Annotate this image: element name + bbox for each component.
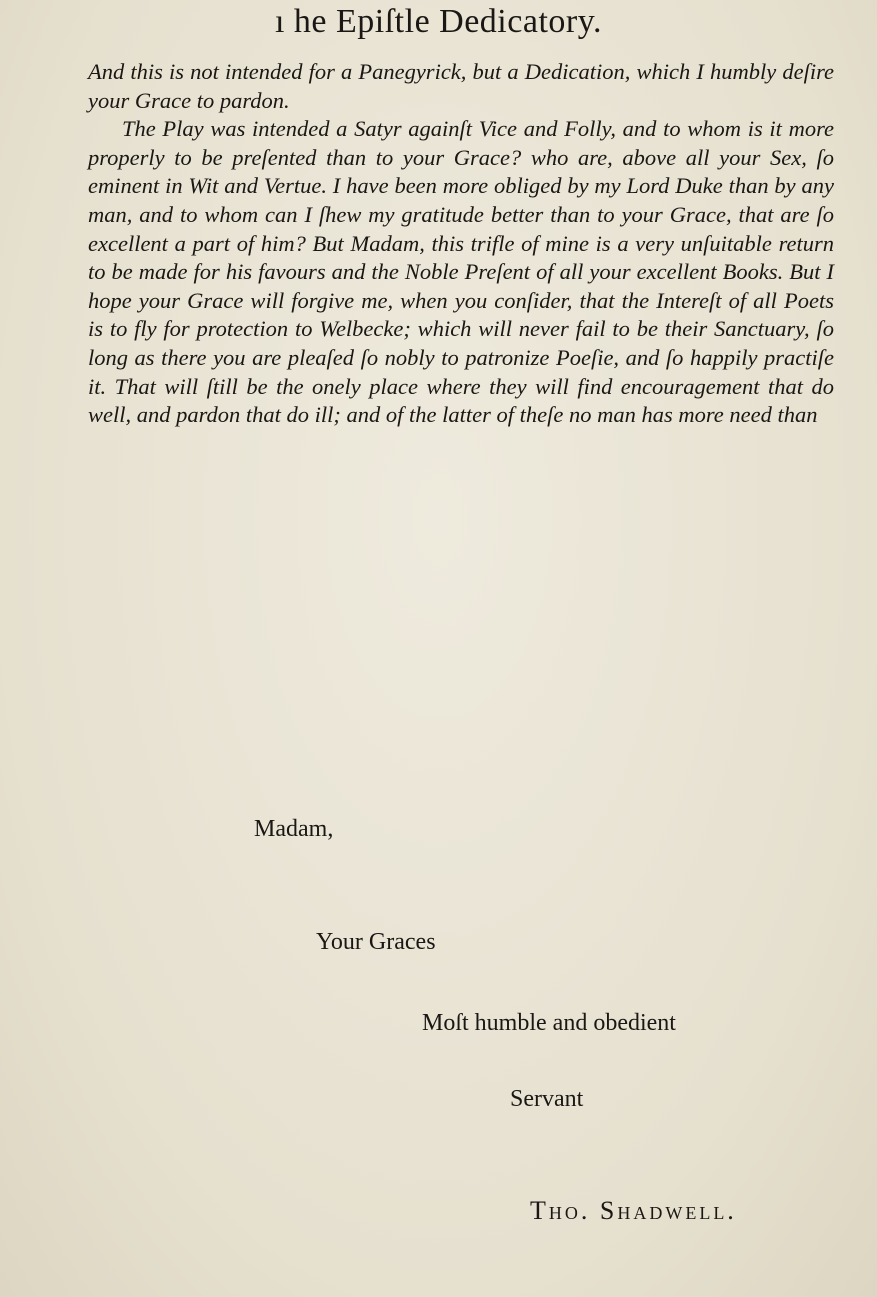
paragraph-1: And this is not intended for a Panegyrick, but a Dedication, which I humbly deſire your Grace to pardon. — [88, 59, 834, 113]
servant-line: Servant — [510, 1086, 584, 1112]
your-graces-line: Your Graces — [316, 929, 436, 955]
paragraph-2: The Play was intended a Satyr againſt Vice and Folly, and to whom is it more properly to be preſented than to your Grace? who are, above all your Sex, ſo eminent in Wit and Vertue. I have been more obliged by my Lord Duke than by any man, and to whom can I ſhew my gratitude better than to your Grace, that are ſo excellent a part of him? But Madam, this trifle of mine is a very unſuitable return to be made for his favours and the Noble Preſent of all your excellent Books. But I hope your Grace will forgive me, when you conſider, that the Intereſt of all Poets is to fly for protection to Welbecke; which will never fail to be their Sanctuary, ſo long as there you are pleaſed ſo nobly to patronize Poeſie, and ſo happily practiſe it. That will ſtill be the onely place where they will find encouragement that do well, and pardon that do ill; and of the latter of theſe no man has more need than — [88, 116, 834, 428]
humble-obedient-line: Moſt humble and obedient — [422, 1010, 676, 1036]
salutation: Madam, — [254, 816, 334, 842]
dedication-body — [88, 58, 834, 430]
running-head: ı he Epiſtle Dedicatory. — [274, 3, 602, 40]
author-signature: Tho. Shadwell. — [530, 1196, 737, 1225]
